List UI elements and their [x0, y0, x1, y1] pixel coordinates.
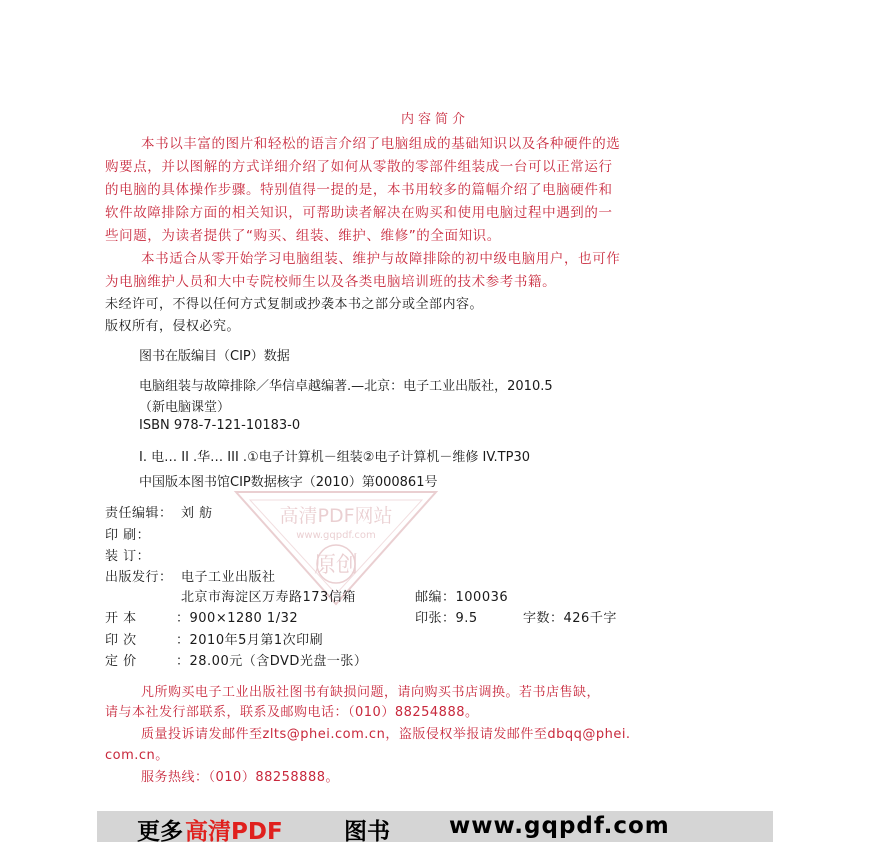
notice-line: 质量投诉请发邮件至zlts@phei.com.cn，盗版侵权举报请发邮件至dbqq@phei. — [141, 727, 631, 742]
watermark-site-name: 高清PDF网站 — [279, 505, 393, 527]
editor-label: 责任编辑： — [105, 506, 173, 521]
summary-line: 些问题，为读者提供了“购买、组装、维护、维修”的全面知识。 — [105, 228, 501, 244]
cip-title-line: 电脑组装与故障排除／华信卓越编著.—北京：电子工业出版社，2010.5 — [139, 379, 553, 394]
watermark-seal: 原创 — [313, 553, 359, 578]
printed-sheets: 印张：9.5 — [415, 611, 478, 626]
publisher-postcode: 邮编：100036 — [415, 590, 509, 605]
summary-line: 软件故障排除方面的相关知识，可帮助读者解决在购买和使用电脑过程中遇到的一 — [105, 205, 613, 221]
banner-url-link[interactable]: www.gqpdf.com — [449, 813, 670, 839]
price-value: ：28.00元（含DVD光盘一张） — [176, 654, 368, 669]
banner-text-more: 更多 — [137, 819, 183, 845]
notice-line: 凡所购买电子工业出版社图书有缺损问题，请向购买书店调换。若书店售缺， — [141, 685, 601, 700]
summary-line: 为电脑维护人员和大中专院校师生以及各类电脑培训班的技术参考书籍。 — [105, 274, 557, 290]
edition-label: 印 次 — [105, 633, 137, 648]
summary-title: 内容简介 — [400, 112, 469, 127]
summary-line: 本书以丰富的图片和轻松的语言介绍了电脑组成的基础知识以及各种硬件的选 — [141, 136, 621, 152]
price-label: 定 价 — [105, 654, 137, 669]
notice-line: 请与本社发行部联系，联系及邮购电话：（010）88254888。 — [105, 705, 479, 720]
banner-text-books: 图书 — [344, 819, 390, 845]
publisher-label: 出版发行： — [105, 570, 173, 585]
cip-series: （新电脑课堂） — [139, 400, 231, 415]
editor-value: 刘 舫 — [181, 506, 213, 521]
publisher-address: 北京市海淀区万寿路173信箱 — [181, 590, 356, 605]
watermark-url: www.gqpdf.com — [296, 530, 376, 541]
copyright-notice: 未经许可，不得以任何方式复制或抄袭本书之部分或全部内容。 — [105, 297, 484, 312]
promo-banner[interactable] — [97, 811, 773, 845]
summary-line: 本书适合从零开始学习电脑组装、维护与故障排除的初中级电脑用户，也可作 — [141, 251, 621, 267]
cip-heading: 图书在版编目（CIP）数据 — [139, 349, 290, 364]
format-value: ：900×1280 1/32 — [176, 611, 299, 626]
banner-text-highlight: 高清PDF — [185, 819, 283, 845]
summary-line: 购要点，并以图解的方式详细介绍了如何从零散的零部件组装成一台可以正常运行 — [105, 159, 613, 175]
cip-isbn: ISBN 978-7-121-10183-0 — [139, 418, 301, 433]
copyright-rights: 版权所有，侵权必究。 — [105, 319, 241, 334]
notice-line: com.cn。 — [105, 748, 169, 763]
service-hotline: 服务热线：（010）88258888。 — [141, 770, 339, 785]
publisher-value: 电子工业出版社 — [181, 570, 276, 585]
binding-label: 装 订： — [105, 549, 151, 564]
summary-line: 的电脑的具体操作步骤。特别值得一提的是，本书用较多的篇幅介绍了电脑硬件和 — [105, 182, 613, 198]
cip-classification: I. 电… II .华… III .①电子计算机－组装②电子计算机－维修 IV.TP30 — [139, 450, 531, 465]
format-label: 开 本 — [105, 611, 137, 626]
cip-record-number: 中国版本图书馆CIP数据核字（2010）第000861号 — [139, 475, 438, 490]
print-label: 印 刷： — [105, 528, 151, 543]
word-count: 字数：426千字 — [523, 611, 617, 626]
edition-value: ：2010年5月第1次印刷 — [176, 633, 324, 648]
